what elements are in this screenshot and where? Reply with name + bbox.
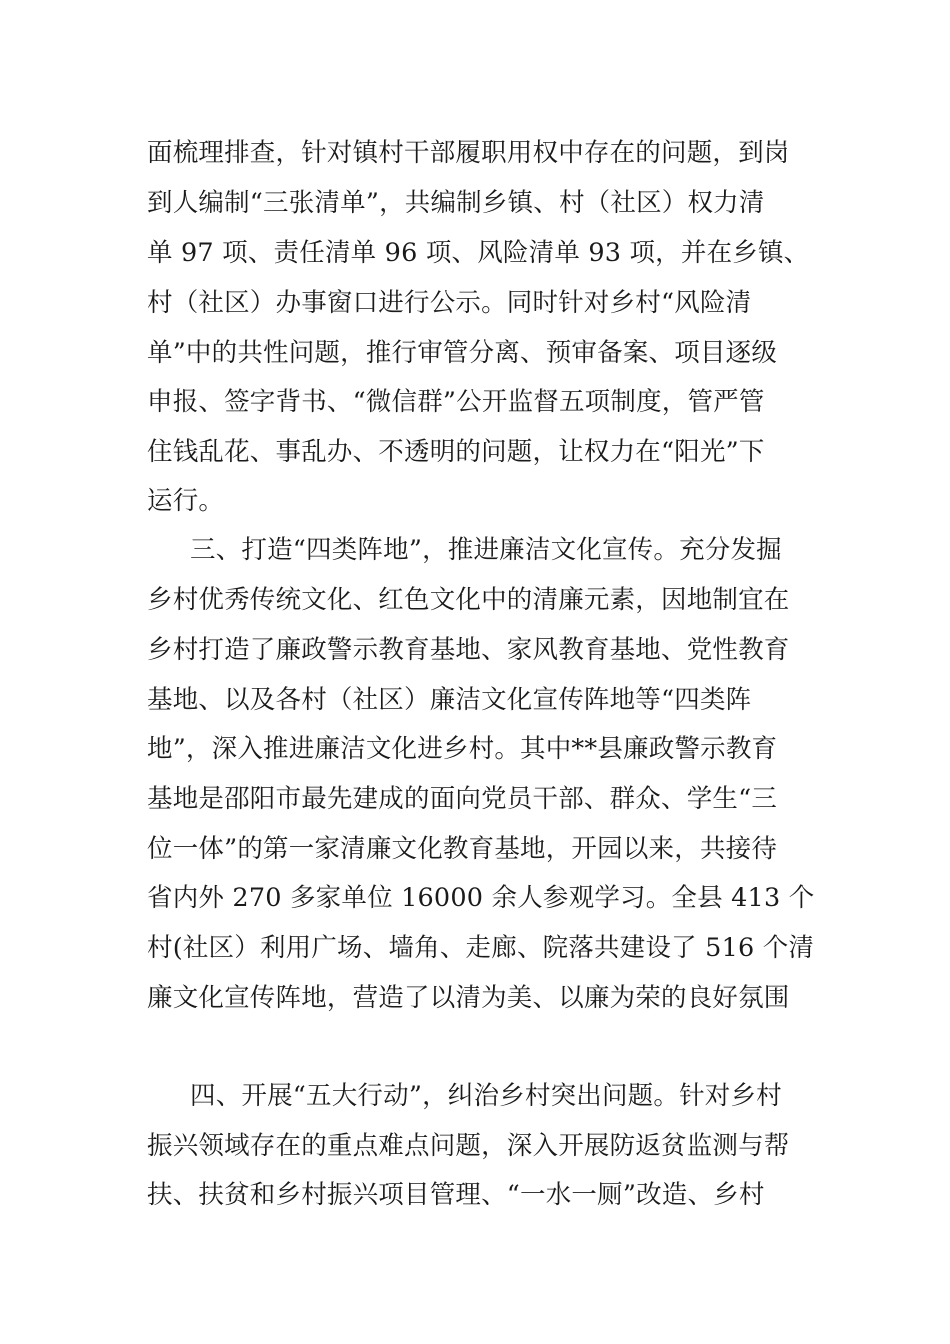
- text-line: 单 97 项、责任清单 96 项、风险清单 93 项，并在乡镇、: [147, 238, 810, 268]
- section-heading-paragraph-4: 四、开展“五大行动”，纠治乡村突出问题。针对乡村: [190, 1081, 782, 1111]
- text-line: 乡村打造了廉政警示教育基地、家风教育基地、党性教育: [147, 635, 790, 665]
- text-line: 村（社区）办事窗口进行公示。同时针对乡村“风险清: [147, 288, 752, 318]
- text-line: 省内外 270 多家单位 16000 余人参观学习。全县 413 个: [147, 883, 815, 913]
- text-line: 乡村优秀传统文化、红色文化中的清廉元素，因地制宜在: [147, 585, 790, 615]
- text-line: 单”中的共性问题，推行审管分离、预审备案、项目逐级: [147, 338, 778, 368]
- section-heading-paragraph-3: 三、打造“四类阵地”，推进廉洁文化宣传。充分发掘: [190, 535, 782, 565]
- text-line: 运行。: [147, 486, 225, 516]
- text-line: 面梳理排查，针对镇村干部履职用权中存在的问题，到岗: [147, 138, 790, 168]
- text-line: 地”，深入推进廉洁文化进乡村。其中**县廉政警示教育: [147, 734, 778, 764]
- text-line: 扶、扶贫和乡村振兴项目管理、“一水一厕”改造、乡村: [147, 1180, 765, 1210]
- text-line: 位一体”的第一家清廉文化教育基地，开园以来，共接待: [147, 834, 778, 864]
- text-line: 到人编制“三张清单”，共编制乡镇、村（社区）权力清: [147, 188, 765, 218]
- text-line: 住钱乱花、事乱办、不透明的问题，让权力在“阳光”下: [147, 437, 765, 467]
- text-line: 振兴领域存在的重点难点问题，深入开展防返贫监测与帮: [147, 1131, 790, 1161]
- text-line: 村(社区）利用广场、墙角、走廊、院落共建设了 516 个清: [147, 933, 815, 963]
- text-line: 廉文化宣传阵地，营造了以清为美、以廉为荣的良好氛围: [147, 983, 790, 1013]
- text-line: 基地、以及各村（社区）廉洁文化宣传阵地等“四类阵: [147, 685, 752, 715]
- text-line: 基地是邵阳市最先建成的面向党员干部、群众、学生“三: [147, 784, 778, 814]
- text-line: 申报、签字背书、“微信群”公开监督五项制度，管严管: [147, 387, 765, 417]
